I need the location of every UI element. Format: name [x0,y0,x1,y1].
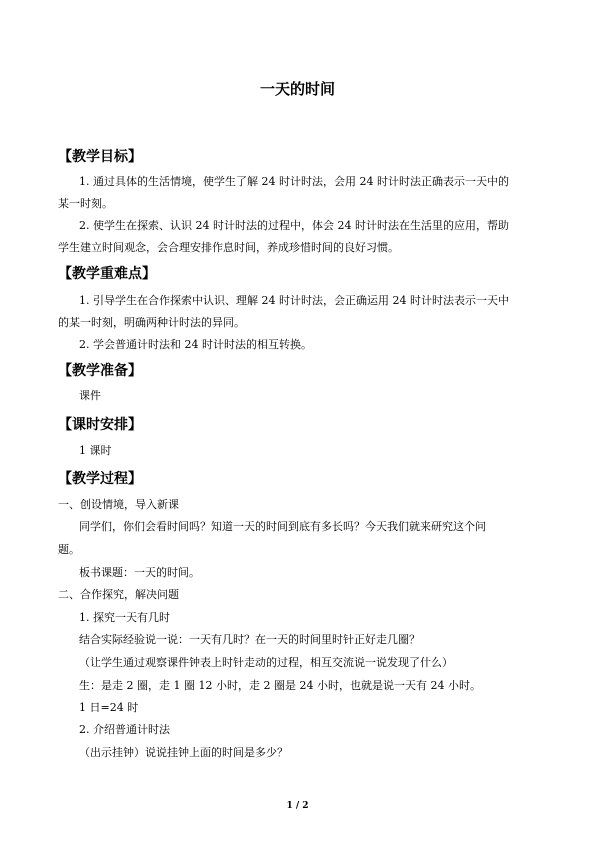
paragraph-line: 学生建立时间观念，会合理安排作息时间，养成珍惜时间的良好习惯。 [58,241,399,254]
paragraph-line: 同学们，你们会看时间吗？知道一天的时间到底有多长吗？今天我们就来研究这个问 [79,520,486,533]
paragraph-line: 题。 [58,543,80,556]
section-heading-objectives: 【教学目标】 [58,149,142,165]
paragraph-line: 1. 引导学生在合作探索中认识、理解 24 时计时法，会正确运用 24 时计时法表示一天中 [79,294,509,307]
paragraph-line: 某一时刻。 [58,197,113,210]
paragraph-line: 1. 探究一天有几时 [79,611,170,624]
paragraph-line: 课件 [79,389,101,402]
paragraph-line: 2. 学会普通计时法和 24 时计时法的相互转换。 [79,338,312,351]
paragraph-line: 2. 使学生在探索、认识 24 时计时法的过程中，体会 24 时计时法在生活里的应用，帮助 [79,219,509,232]
paragraph-line: （让学生通过观察课件钟表上时针走动的过程，相互交流说一说发现了什么） [79,656,453,669]
page-number: 1 / 2 [286,801,309,811]
paragraph-line: 生：是走 2 圈，走 1 圈 12 小时，走 2 圈是 24 小时，也就是说一天有 24 小时。 [79,679,481,692]
paragraph-line: 板书课题：一天的时间。 [79,566,200,579]
paragraph-line: （出示挂钟）说说挂钟上面的时间是多少？ [79,746,288,759]
section-heading-preparation: 【教学准备】 [58,363,142,379]
document-title: 一天的时间 [259,80,335,98]
paragraph-line: 1 课时 [79,444,112,457]
section-heading-process: 【教学过程】 [58,471,142,487]
paragraph-line: 2. 介绍普通计时法 [79,723,170,736]
paragraph-line: 1. 通过具体的生活情境，使学生了解 24 时计时法，会用 24 时计时法正确表示一天中的 [79,175,509,188]
paragraph-line: 结合实际经验说一说：一天有几时？在一天的时间里时针正好走几圈？ [79,633,420,646]
paragraph-line: 二、合作探究，解决问题 [58,588,179,601]
paragraph-line: 的某一时刻，明确两种计时法的异同。 [58,316,245,329]
section-heading-key-points: 【教学重难点】 [58,266,156,282]
paragraph-line: 1 日=24 时 [79,701,139,714]
paragraph-line: 一、创设情境，导入新课 [58,498,179,511]
section-heading-schedule: 【课时安排】 [58,417,142,433]
